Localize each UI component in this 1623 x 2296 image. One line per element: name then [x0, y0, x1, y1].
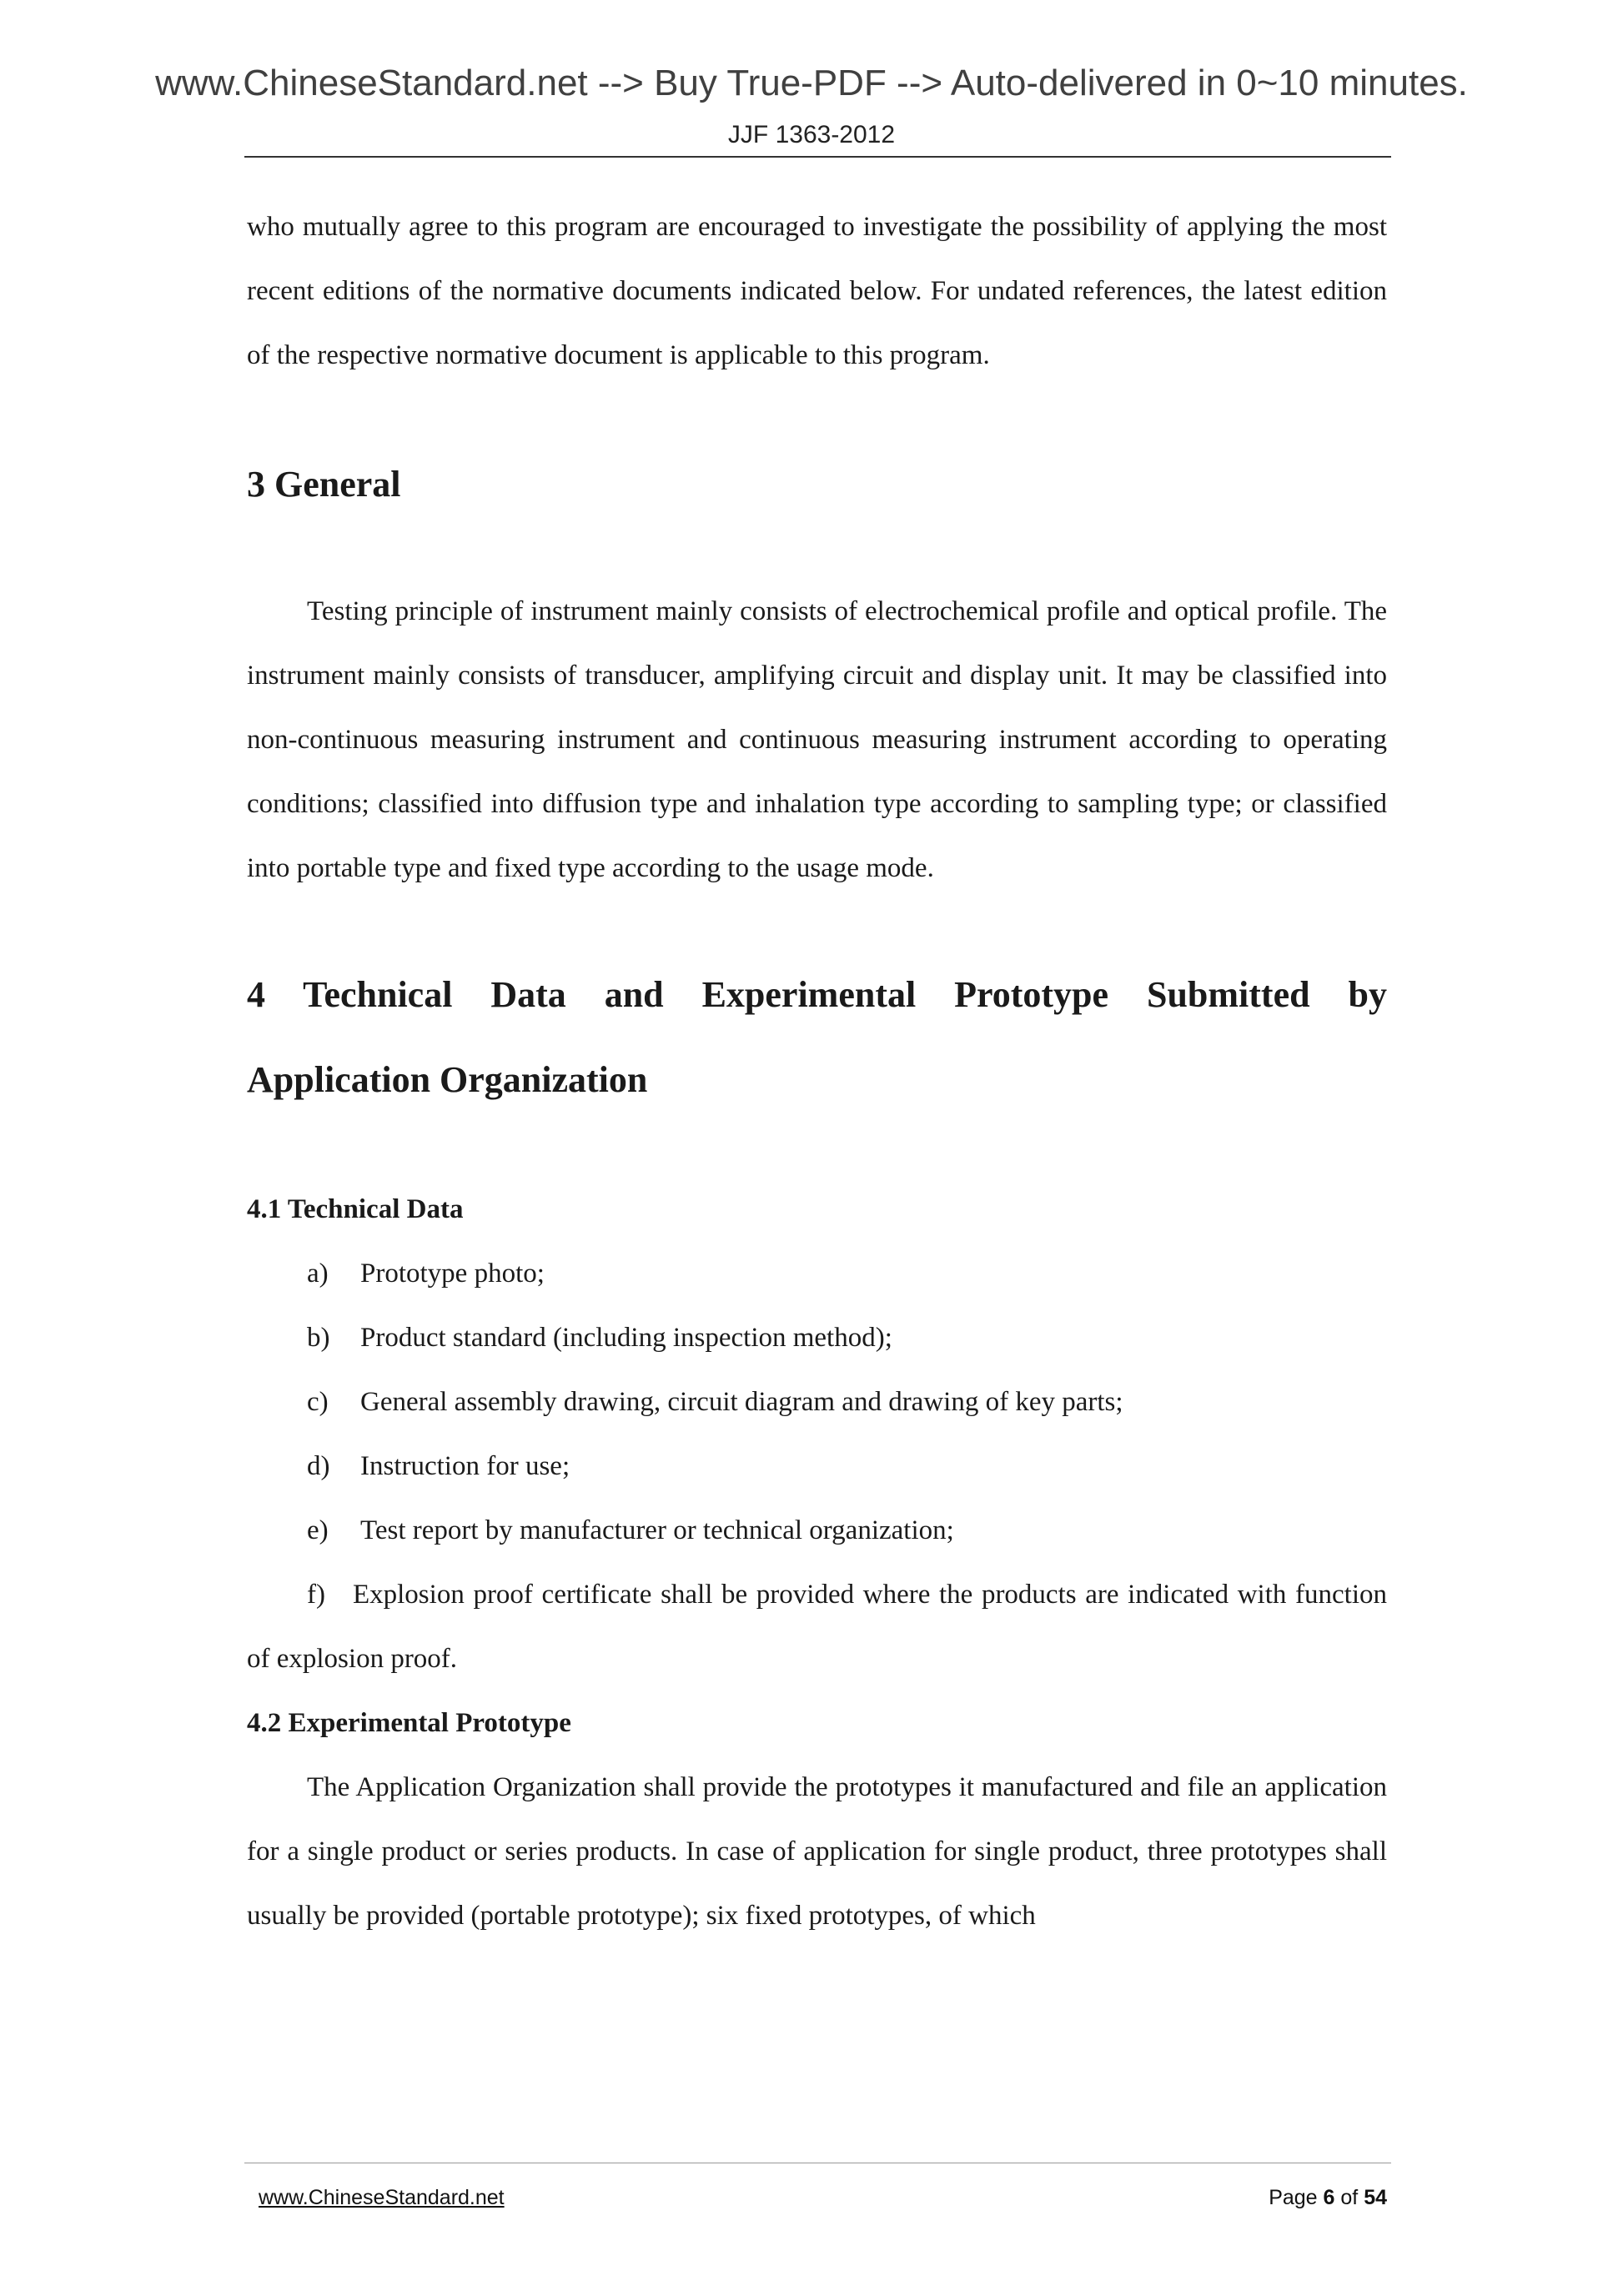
intro-paragraph: who mutually agree to this program are encouraged to investigate the possibility of applying the most recent editions of the normative documents indicated below. For undated references, the latest edition of the respective normative document is applicable to this program.: [247, 212, 1387, 370]
list-marker: a): [307, 1259, 329, 1289]
section-3-heading: 3 General: [247, 464, 401, 505]
header-rule: [244, 156, 1391, 158]
page-content: [247, 195, 1387, 1948]
footer-website-link[interactable]: www.ChineseStandard.net: [259, 2186, 505, 2209]
list-text: Product standard (including inspection method);: [360, 1323, 892, 1353]
list-text: Instruction for use;: [360, 1451, 570, 1481]
list-marker: d): [307, 1451, 330, 1481]
list-text: Test report by manufacturer or technical organization;: [360, 1515, 954, 1545]
page-prefix: Page: [1269, 2186, 1324, 2209]
list-text: Prototype photo;: [360, 1259, 545, 1289]
section-4-heading: [247, 952, 1387, 1123]
list-marker: b): [307, 1323, 330, 1353]
page-indicator: [1269, 2186, 1387, 2210]
section-4-2-paragraph: The Application Organization shall provide the prototypes it manufactured and file an application for a single product or series products. In case of application for single product, three prototypes shall usually be provided (portable prototype); six fixed prototypes, of which: [247, 1772, 1387, 1931]
list-item: [247, 1242, 1387, 1306]
list-item: [247, 1434, 1387, 1499]
list-text: General assembly drawing, circuit diagram and drawing of key parts;: [360, 1387, 1123, 1417]
page-total: 54: [1364, 2186, 1387, 2209]
section-3-paragraph: Testing principle of instrument mainly consists of electrochemical profile and optical profile. The instrument mainly consists of transducer, amplifying circuit and display unit. It may be classified into non-continuous measuring instrument and continuous measuring instrument according to operating conditions; classified into diffusion type and inhalation type according to sampling type; or classified into portable type and fixed type according to the usage mode.: [247, 596, 1387, 883]
list-marker: c): [307, 1387, 329, 1417]
list-item: [247, 1370, 1387, 1434]
list-item-f: f) Explosion proof certificate shall be provided where the products are indicated with function of explosion proof.: [247, 1580, 1387, 1674]
section-4-1-heading: 4.1 Technical Data: [247, 1194, 464, 1224]
download-banner: www.ChineseStandard.net --> Buy True-PDF --> Auto-delivered in 0~10 minutes.: [155, 63, 1468, 103]
list-item: [247, 1306, 1387, 1370]
section-4-2-heading: 4.2 Experimental Prototype: [247, 1708, 571, 1738]
document-number: JJF 1363-2012: [727, 121, 896, 148]
section-4-heading-line2: Application Organization: [247, 1059, 648, 1100]
page-current: 6: [1323, 2186, 1335, 2209]
page-mid: of: [1334, 2186, 1364, 2209]
list-marker: e): [307, 1515, 329, 1545]
list-item: [247, 1499, 1387, 1563]
section-4-heading-line1: 4 Technical Data and Experimental Prototype Submitted by: [247, 974, 1387, 1015]
